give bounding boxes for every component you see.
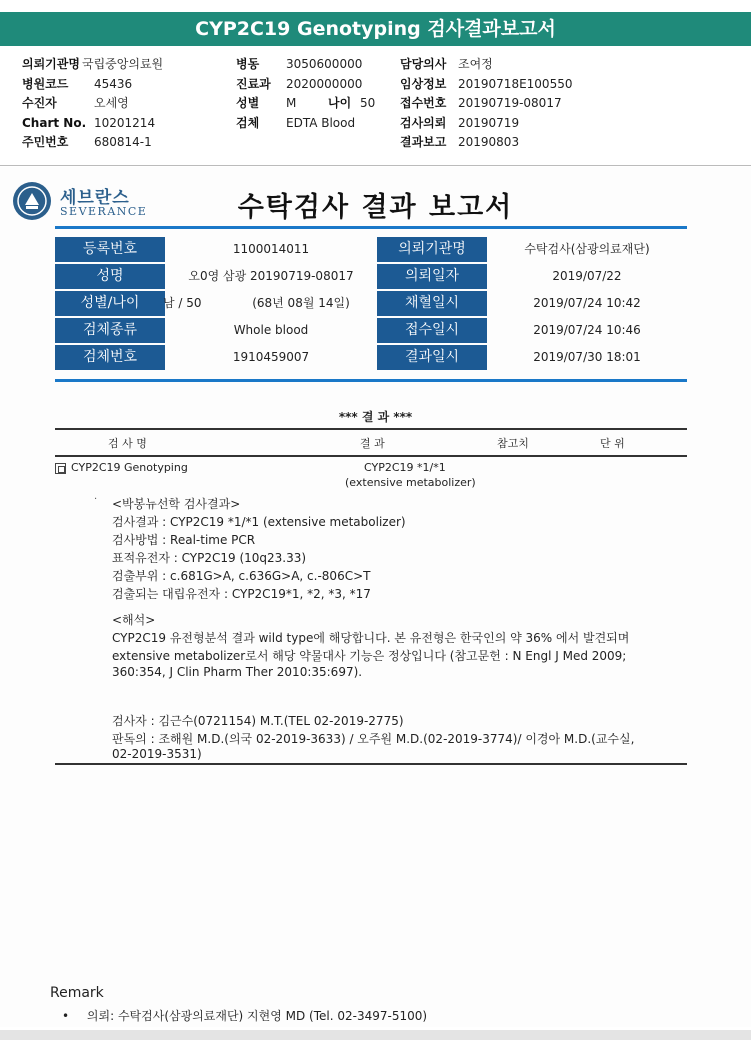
results-heading: *** 결 과 ***: [338, 410, 413, 424]
findings-bullet: ·: [94, 494, 98, 505]
value-specimen-number: 1910459007: [232, 350, 310, 364]
findings-line-3: 표적유전자 : CYP2C19 (10q23.33): [112, 551, 307, 565]
label-sex: 성별: [236, 96, 260, 110]
value-doctor: 조여정: [458, 57, 493, 71]
remark-title: Remark: [50, 985, 104, 1001]
remark-text: 의뢰: 수탁검사(삼광의료재단) 지현영 MD (Tel. 02-3497-5100): [86, 1009, 428, 1023]
logo-korean-text: 세브란스: [60, 188, 130, 208]
value-specimen: EDTA Blood: [286, 116, 356, 130]
signoff-readers: 판독의 : 조해원 M.D.(의국 02-2019-3633) / 오주원 M.D.(02-2019-3774)/ 이경아 M.D.(교수실,: [112, 732, 635, 746]
test-name: CYP2C19 Genotyping: [71, 461, 188, 474]
label-specimen-type: 검체종류: [55, 318, 165, 343]
value-registration-number: 1100014011: [232, 242, 310, 256]
interpretation-line-2: extensive metabolizer로서 해당 약물대사 기능은 정상입니다 (참고문헌 : N Engl J Med 2009;: [112, 649, 627, 663]
label-specimen: 검체: [236, 116, 260, 130]
test-checkbox-icon: [55, 463, 66, 474]
value-collection-time: 2019/07/24 10:42: [533, 296, 641, 310]
label-patient: 수진자: [22, 96, 57, 110]
signoff-tester: 검사자 : 김근수(0721154) M.T.(TEL 02-2019-2775): [112, 714, 404, 728]
interpretation-line-1: CYP2C19 유전형분석 결과 wild type에 해당합니다. 본 유전형은 한국인의 약 36% 에서 발견되며: [112, 631, 630, 645]
findings-line-2: 검사방법 : Real-time PCR: [112, 533, 256, 547]
test-result-genotype: CYP2C19 *1/*1: [364, 461, 446, 474]
report-banner-title: CYP2C19 Genotyping 검사결과보고서: [0, 12, 751, 46]
findings-line-4: 검출부위 : c.681G>A, c.636G>A, c.-806C>T: [112, 569, 371, 583]
label-test-request: 검사의뢰: [400, 116, 447, 130]
label-age: 나이: [328, 96, 352, 110]
label-department: 진료과: [236, 77, 271, 91]
value-patient: 오세영: [94, 96, 129, 110]
findings-line-1: 검사결과 : CYP2C19 *1/*1 (extensive metabolizer): [112, 515, 406, 529]
value-department: 2020000000: [286, 77, 363, 91]
label-resident-number: 주민번호: [22, 135, 69, 149]
patient-row-4: [55, 318, 687, 344]
bottom-bar: [0, 1030, 751, 1040]
label-result-report: 결과보고: [400, 135, 447, 149]
scanned-report: [0, 167, 751, 1027]
column-reference: 참고치: [497, 437, 529, 450]
value-requesting-agency: 수탁검사(삼광의료재단): [524, 242, 650, 256]
label-requesting-institution: 의뢰기관명: [22, 57, 80, 71]
label-sex-age: 성별/나이: [55, 291, 165, 316]
test-result-phenotype: (extensive metabolizer): [345, 476, 476, 489]
signoff-readers-cont: 02-2019-3531): [112, 747, 202, 761]
value-result-report: 20190803: [458, 135, 520, 149]
label-ward: 병동: [236, 57, 260, 71]
value-chart-no: 10201214: [94, 116, 156, 130]
label-clinical-info: 임상정보: [400, 77, 447, 91]
patient-row-5: [55, 345, 687, 371]
label-receipt-time: 접수일시: [377, 318, 487, 343]
column-unit: 단 위: [600, 437, 625, 450]
value-result-time: 2019/07/30 18:01: [533, 350, 641, 364]
label-receipt-number: 접수번호: [400, 96, 447, 110]
results-rule-header: [55, 455, 687, 457]
value-ward: 3050600000: [286, 57, 363, 71]
value-sex: M: [286, 96, 297, 110]
patient-row-3: [55, 291, 687, 317]
label-registration-number: 등록번호: [55, 237, 165, 262]
column-result: 결 과: [360, 437, 385, 450]
value-hospital-code: 45436: [94, 77, 133, 91]
value-request-date: 2019/07/22: [552, 269, 622, 283]
label-specimen-number: 검체번호: [55, 345, 165, 370]
table-rule-bottom: [55, 379, 687, 382]
value-test-request: 20190719: [458, 116, 520, 130]
patient-row-2: [55, 264, 687, 290]
label-requesting-agency: 의뢰기관명: [377, 237, 487, 262]
remark-item: [62, 1007, 427, 1024]
header-separator: [0, 165, 751, 166]
value-name: 오0영 삼광 20190719-08017: [188, 269, 354, 283]
value-birth-date: (68년 08월 14일): [252, 296, 350, 310]
label-result-time: 결과일시: [377, 345, 487, 370]
value-clinical-info: 20190718E100550: [458, 77, 573, 91]
value-specimen-type: Whole blood: [233, 323, 309, 337]
value-resident-number: 680814-1: [94, 135, 152, 149]
interpretation-line-3: 360:354, J Clin Pharm Ther 2010:35:697).: [112, 665, 363, 679]
value-receipt-number: 20190719-08017: [458, 96, 562, 110]
value-receipt-time: 2019/07/24 10:46: [533, 323, 641, 337]
findings-section-title: <박봉뉴선학 검사결과>: [112, 497, 241, 511]
findings-line-5: 검출되는 대립유전자 : CYP2C19*1, *2, *3, *17: [112, 587, 371, 601]
logo-english-text: SEVERANCE: [60, 205, 148, 218]
value-age: 50: [360, 96, 376, 110]
patient-info-table: [55, 237, 687, 374]
findings-rule-bottom: [55, 763, 687, 765]
report-title: 수탁검사 결과 보고서: [237, 192, 514, 223]
label-request-date: 의뢰일자: [377, 264, 487, 289]
remark-bullet: •: [62, 1009, 70, 1023]
patient-row-1: [55, 237, 687, 263]
value-sex-age: 남 / 50: [163, 296, 202, 310]
label-chart-no: Chart No.: [22, 116, 87, 130]
label-collection-time: 채혈일시: [377, 291, 487, 316]
label-hospital-code: 병원코드: [22, 77, 69, 91]
column-test-name: 검 사 명: [108, 437, 147, 450]
value-requesting-institution: 국립중앙의료원: [82, 57, 164, 71]
title-rule-top: [55, 226, 687, 229]
results-rule-top: [55, 428, 687, 430]
label-name: 성명: [55, 264, 165, 289]
label-doctor: 담당의사: [400, 57, 447, 71]
interpretation-title: <해석>: [112, 613, 156, 627]
